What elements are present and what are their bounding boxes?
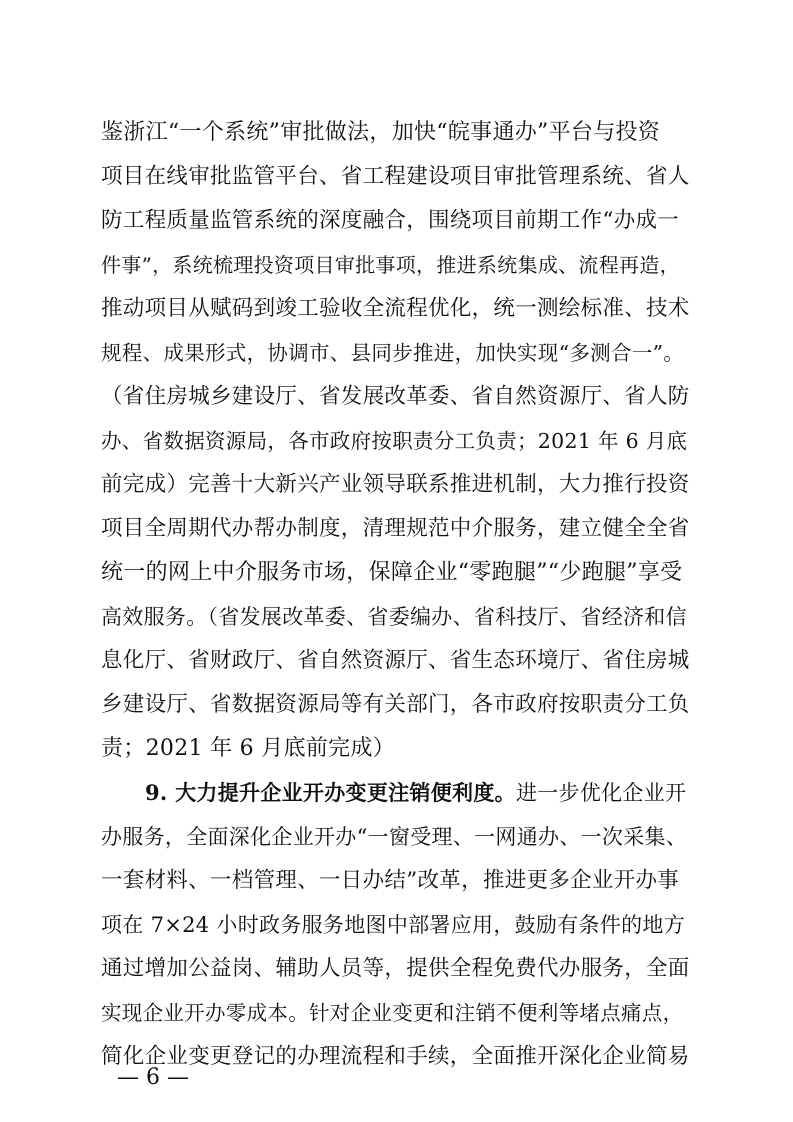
text-line: 办、省数据资源局，各市政府按职责分工负责；2021 年 6 月底 xyxy=(101,429,688,453)
page-number: — 6 — xyxy=(117,1065,189,1090)
text-line: 责；2021 年 6 月底前完成） xyxy=(101,736,396,761)
text-line: 前完成）完善十大新兴产业领导联系推进机制，大力推行投资 xyxy=(101,472,690,497)
text-line: 实现企业开办零成本。针对企业变更和注销不便利等堵点痛点， xyxy=(101,1001,684,1025)
text-line: 规程、成果形式，协调市、县同步推进，加快实现“多测合一”。 xyxy=(101,341,685,365)
text-line: 防工程质量监管系统的深度融合，围绕项目前期工作“办成一 xyxy=(101,208,680,233)
text-line: 统一的网上中介服务市场，保障企业“零跑腿”“少跑腿”享受 xyxy=(101,560,683,585)
text-line: 办服务，全面深化企业开办“一窗受理、一网通办、一次采集、 xyxy=(101,825,688,849)
text-line: 推动项目从赋码到竣工验收全流程优化，统一测绘标准、技术 xyxy=(101,296,690,321)
text-line: 鉴浙江“一个系统”审批做法，加快“皖事通办”平台与投资 xyxy=(101,120,661,145)
section-9-heading: 9. 大力提升企业开办变更注销便利度。 xyxy=(145,780,516,805)
text-line: 一套材料、一档管理、一日办结”改革，推进更多企业开办事 xyxy=(101,868,680,893)
text-line: 通过增加公益岗、辅助人员等，提供全程免费代办服务，全面 xyxy=(101,956,690,981)
text-line: 高效服务。（省发展改革委、省委编办、省科技厅、省经济和信 xyxy=(101,605,687,629)
text-line: 项目全周期代办帮办制度，清理规范中介服务，建立健全全省 xyxy=(101,516,690,541)
text-line: 乡建设厅、省数据资源局等有关部门，各市政府按职责分工负 xyxy=(101,692,690,717)
text-line: 息化厅、省财政厅、省自然资源厅、省生态环境厅、省住房城 xyxy=(101,648,690,673)
section-9-first-line xyxy=(145,773,691,813)
text-line: （省住房城乡建设厅、省发展改革委、省自然资源厅、省人防 xyxy=(101,384,690,409)
section-9-first-line-text: 进一步优化企业开 xyxy=(515,781,687,805)
text-line: 简化企业变更登记的办理流程和手续，全面推开深化企业简易 xyxy=(101,1044,690,1069)
text-line: 件事”，系统梳理投资项目审批事项，推进系统集成、流程再造， xyxy=(101,253,680,277)
text-line: 项在 7×24 小时政务服务地图中部署应用，鼓励有条件的地方 xyxy=(101,913,686,937)
text-line: 项目在线审批监管平台、省工程建设项目审批管理系统、省人 xyxy=(101,164,690,189)
